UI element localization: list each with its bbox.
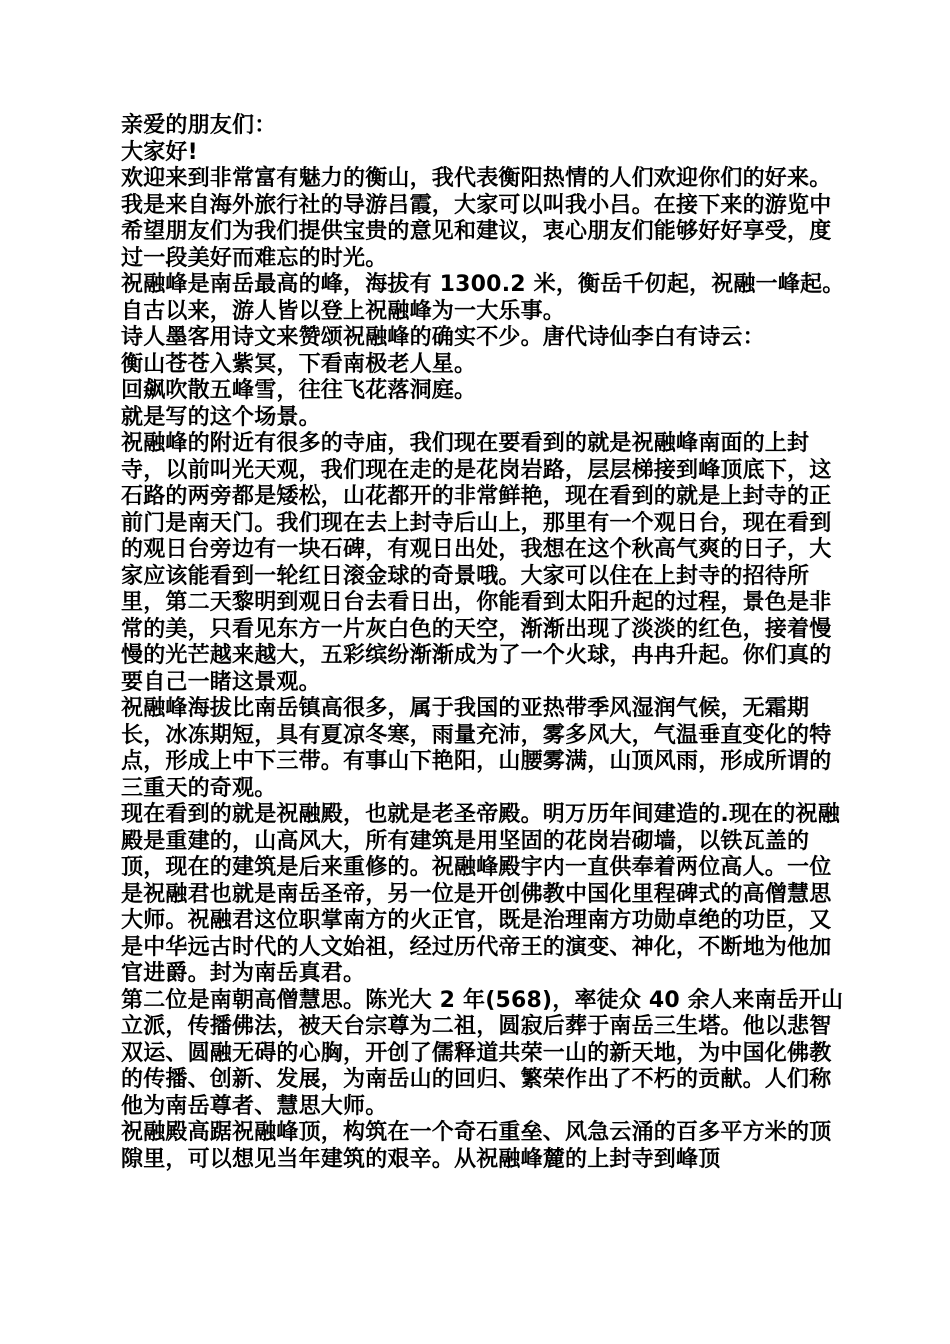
- poem-line-2: 回飙吹散五峰雪，往往飞花落洞庭。: [121, 378, 477, 403]
- paragraph-zhurong-peak: 祝融峰是南岳最高的峰，海拔有 1300.2 米，衡岳千仞起，祝融一峰起。自古以来，游人皆以登上祝融峰为一大乐事。: [121, 272, 845, 324]
- poem-note: 就是写的这个场景。: [121, 404, 321, 430]
- greeting-line: 亲爱的朋友们：: [121, 113, 277, 138]
- paragraph-hall-location: 祝融殿高踞祝融峰顶，构筑在一个奇石重垒、风急云涌的百多平方米的顶隙里，可以想见当年建筑的艰辛。从祝融峰麓的上封寺到峰顶: [121, 1120, 832, 1172]
- poem-line-1: 衡山苍苍入紫冥，下看南极老人星。: [121, 351, 477, 377]
- hello-line: 大家好!: [121, 139, 198, 165]
- paragraph-zhurong-hall: 现在看到的就是祝融殿，也就是老圣帝殿。明万历年间建造的.现在的祝融殿是重建的，山高风大，所有建筑是用坚固的花岗岩砌墙，以铁瓦盖的顶，现在的建筑是后来重修的。祝融峰殿宇内一直供奉着两位高人。一位是祝融君也就是南岳圣帝，另一位是开创佛教中国化里程碑式的高僧慧思大师。祝融君这位职掌南方的火正官，既是治理南方功勋卓绝的功臣，又是中华远古时代的人文始祖，经过历代帝王的演变、神化，不断地为他加官进爵。封为南岳真君。: [121, 802, 840, 986]
- paragraph-huisi: 第二位是南朝高僧慧思。陈光大 2 年(568)，率徒众 40 余人来南岳开山立派，传播佛法，被天台宗尊为二祖，圆寂后葬于南岳三生塔。他以悲智双运、圆融无碍的心胸，开创了儒释道共荣一山的新天地，为中国化佛教的传播、创新、发展，为南岳山的回归、繁荣作出了不朽的贡献。人们称他为南岳尊者、慧思大师。: [121, 987, 844, 1119]
- paragraph-welcome: 欢迎来到非常富有魅力的衡山，我代表衡阳热情的人们欢迎你们的好来。我是来自海外旅行社的导游吕霞，大家可以叫我小吕。在接下来的游览中希望朋友们为我们提供宝贵的意见和建议，衷心朋友们能够好好享受，度过一段美好而难忘的时光。: [121, 166, 832, 271]
- paragraph-temples: 祝融峰的附近有很多的寺庙，我们现在要看到的就是祝融峰南面的上封寺，以前叫光天观，我们现在走的是花岗岩路，层层梯接到峰顶底下，这石路的两旁都是矮松，山花都开的非常鲜艳，现在看到的就是上封寺的正前门是南天门。我们现在去上封寺后山上，那里有一个观日台，现在看到的观日台旁边有一块石碑，有观日出处，我想在这个秋高气爽的日子，大家应该能看到一轮红日滚金球的奇景哦。大家可以住在上封寺的招待所里，第二天黎明到观日台去看日出，你能看到太阳升起的过程，景色是非常的美，只看见东方一片灰白色的天空，渐渐出现了淡淡的红色，接着慢慢的光芒越来越大，五彩缤纷渐渐成为了一个火球，冉冉升起。你们真的要自己一睹这景观。: [121, 431, 832, 695]
- paragraph-poets: 诗人墨客用诗文来赞颂祝融峰的确实不少。唐代诗仙李白有诗云：: [121, 325, 765, 350]
- paragraph-climate: 祝融峰海拔比南岳镇高很多，属于我国的亚热带季风湿润气候，无霜期长，冰冻期短，具有夏凉冬寒，雨量充沛，雾多风大，气温垂直变化的特点，形成上中下三带。有事山下艳阳，山腰雾满，山顶风雨，形成所谓的三重天的奇观。: [121, 696, 832, 801]
- document-body: [116, 113, 846, 1173]
